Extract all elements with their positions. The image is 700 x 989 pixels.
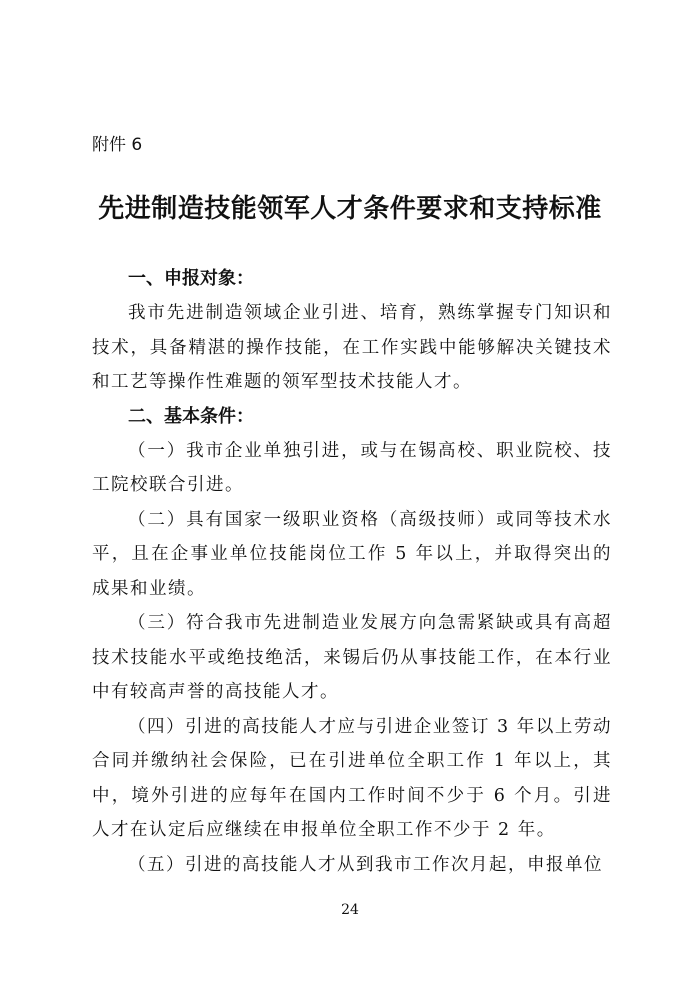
paragraph-condition-1: （一）我市企业单独引进，或与在锡高校、职业院校、技工院校联合引进。 bbox=[92, 440, 612, 495]
document-title: 先进制造技能领军人才条件要求和支持标准 bbox=[98, 194, 602, 224]
page-number: 24 bbox=[341, 902, 359, 918]
paragraph-condition-4: （四）引进的高技能人才应与引进企业签订 3 年以上劳动合同并缴纳社会保险，已在引进单位全职工作 1 年以上，其中，境外引进的应每年在国内工作时间不少于 6 个月。引进人才在认定后应继续在申报单位全职工作不少于 2 年。 bbox=[92, 716, 612, 840]
section-heading-applicants: 一、申报对象： bbox=[128, 268, 254, 289]
paragraph-condition-5: （五）引进的高技能人才从到我市工作次月起，申报单位 bbox=[128, 854, 603, 875]
document-body bbox=[92, 262, 612, 882]
section-heading-basic-conditions: 二、基本条件： bbox=[128, 405, 254, 427]
paragraph-applicants: 我市先进制造领域企业引进、培育，熟练掌握专门知识和技术，具备精湛的操作技能，在工作实践中能够解决关键技术和工艺等操作性难题的领军型技术技能人才。 bbox=[92, 303, 612, 392]
paragraph-condition-3: （三）符合我市先进制造业发展方向急需紧缺或具有高超技术技能水平或绝技绝活，来锡后仍从事技能工作，在本行业中有较高声誉的高技能人才。 bbox=[92, 613, 612, 702]
attachment-label: 附件 6 bbox=[92, 135, 143, 155]
paragraph-condition-2: （二）具有国家一级职业资格（高级技师）或同等技术水平，且在企事业单位技能岗位工作 5 年以上，并取得突出的成果和业绩。 bbox=[92, 509, 612, 599]
